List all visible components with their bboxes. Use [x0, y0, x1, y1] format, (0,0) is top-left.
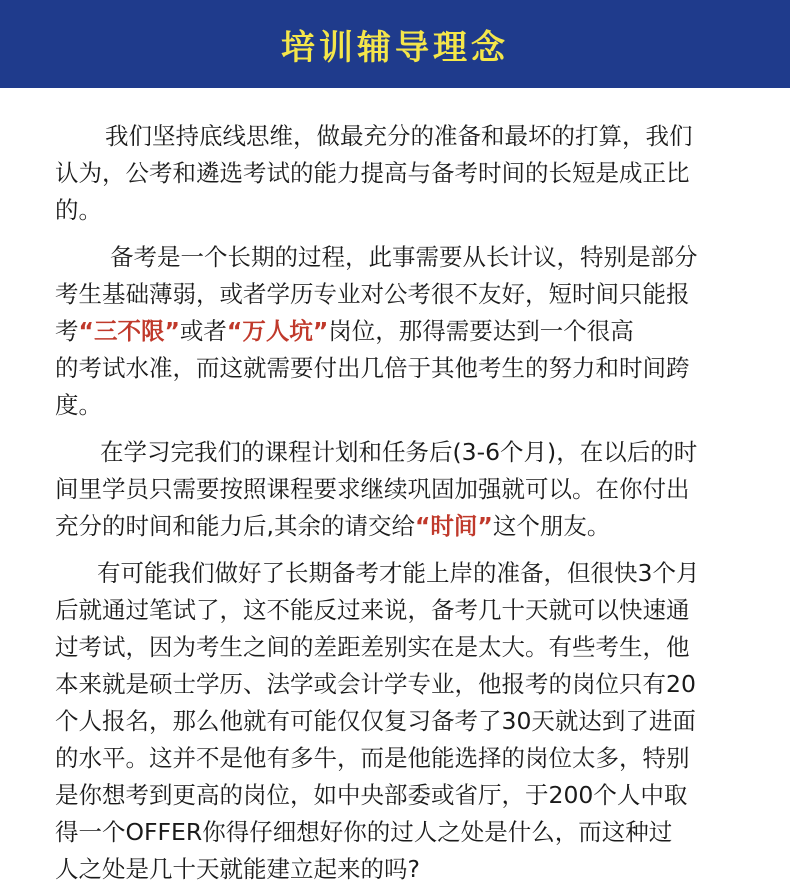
text-line: [55, 155, 745, 192]
text-line: [55, 777, 745, 814]
text-segment: 是你想考到更高的岗位，如中央部委或省厅，于200个人中取: [55, 781, 688, 809]
text-segment: 的考试水准，而这就需要付出几倍于其他考生的努力和时间跨: [55, 354, 690, 382]
text-line: [55, 434, 745, 471]
highlighted-phrase: “时间”: [414, 512, 493, 540]
text-line: [55, 471, 745, 508]
text-segment: 的水平。这并不是他有多牛，而是他能选择的岗位太多，特别: [55, 744, 690, 772]
text-segment: 考: [55, 317, 79, 345]
text-line: [55, 851, 745, 888]
text-line: [55, 592, 745, 629]
highlighted-phrase: “三不限”: [78, 317, 180, 345]
paragraph: [55, 434, 745, 545]
text-line: [55, 313, 745, 350]
page-title: 培训辅导理念: [281, 27, 509, 68]
text-segment: 过考试，因为考生之间的差距差别实在是太大。有些考生，他: [55, 633, 690, 661]
text-segment: 有可能我们做好了长期备考才能上岸的准备，但很快3个月: [97, 559, 700, 587]
text-line: [55, 740, 745, 777]
text-segment: 认为，公考和遴选考试的能力提高与备考时间的长短是成正比: [55, 159, 690, 187]
text-line: [55, 192, 745, 229]
text-line: [55, 239, 745, 276]
text-segment: 的。: [55, 196, 102, 224]
text-line: [55, 508, 745, 545]
article-body: [55, 118, 745, 888]
text-segment: 我们坚持底线思维，做最充分的准备和最坏的打算，我们: [105, 122, 693, 150]
text-segment: 这个朋友。: [492, 512, 611, 540]
paragraph: [55, 239, 745, 424]
text-segment: 在学习完我们的课程计划和任务后(3-6个月)，在以后的时: [100, 438, 698, 466]
paragraph: [55, 555, 745, 888]
text-segment: 度。: [55, 391, 102, 419]
text-segment: 后就通过笔试了，这不能反过来说，备考几十天就可以快速通: [55, 596, 690, 624]
paragraph: [55, 118, 745, 229]
text-segment: 间里学员只需要按照课程要求继续巩固加强就可以。在你付出: [55, 475, 690, 503]
text-segment: 或者: [179, 317, 227, 345]
text-line: [55, 118, 745, 155]
text-segment: 得一个OFFER你得仔细想好你的过人之处是什么，而这种过: [55, 818, 673, 846]
text-line: [55, 276, 745, 313]
text-line: [55, 555, 745, 592]
text-segment: 考生基础薄弱，或者学历专业对公考很不友好，短时间只能报: [55, 280, 690, 308]
title-banner: [0, 0, 790, 88]
text-segment: 本来就是硕士学历、法学或会计学专业，他报考的岗位只有20: [55, 670, 696, 698]
text-line: [55, 629, 745, 666]
text-segment: 充分的时间和能力后,其余的请交给: [55, 512, 415, 540]
text-segment: 岗位，那得需要达到一个很高: [328, 317, 634, 345]
text-segment: 个人报名，那么他就有可能仅仅复习备考了30天就达到了进面: [55, 707, 696, 735]
text-line: [55, 703, 745, 740]
text-line: [55, 814, 745, 851]
text-line: [55, 387, 745, 424]
highlighted-phrase: “万人坑”: [226, 317, 329, 345]
text-segment: 备考是一个长期的过程，此事需要从长计议，特别是部分: [110, 243, 698, 271]
text-line: [55, 666, 745, 703]
text-line: [55, 350, 745, 387]
text-segment: 人之处是几十天就能建立起来的吗?: [55, 855, 420, 883]
